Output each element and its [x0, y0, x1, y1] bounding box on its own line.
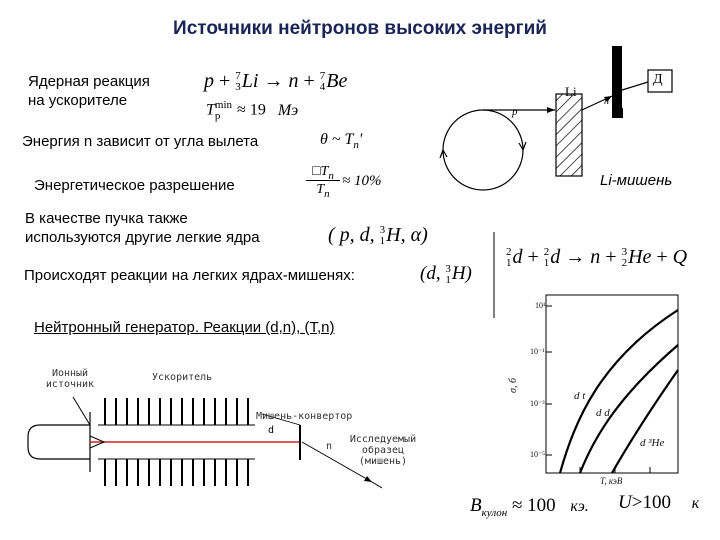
curve-label-dd: d d [596, 407, 610, 419]
neutron-label: n [604, 96, 609, 107]
curve-dhe3 [612, 370, 678, 473]
curve-dd [580, 345, 678, 473]
beam-d-label: d [268, 425, 275, 436]
li-reaction-formula: p + 7 3Li → n + 7 4Be [204, 70, 348, 94]
gen-neutron-label: n [326, 441, 333, 452]
li-label: Li [565, 84, 577, 99]
target-converter-label: Мишень-конвертор [256, 411, 353, 422]
ytick-2: 10⁻¹ [530, 347, 545, 356]
curve-label-dhe3: d ³He [640, 437, 665, 449]
dd-reaction-formula: 2 1d + 2 1d → n + 3 2He + Q [506, 246, 688, 270]
light-nuclei-line1: В качестве пучка также [25, 210, 188, 227]
accelerator-label: Ускоритель [152, 372, 213, 383]
coulomb-barrier-formula: $B_{кулон} \approx 100$ кэ. [470, 495, 589, 519]
ytick-3: 10⁻³ [530, 399, 545, 408]
reaction-label-line2: на ускорителе [28, 92, 128, 109]
voltage-formula: U>100 к [618, 492, 700, 513]
threshold-formula: Tmin p ≈ 19 Мэ [206, 99, 299, 122]
generator-label: Нейтронный генератор. Реакции (d,n), (T,n) [34, 319, 335, 336]
angle-label: Энергия n зависит от угла вылета [22, 133, 259, 150]
resolution-label: Энергетическое разрешение [34, 177, 235, 194]
detector-label: Д [653, 72, 663, 87]
beam-particles-formula: ( p, d, 3 1H, α) [328, 224, 428, 248]
x-axis-label: T, кэВ [600, 476, 623, 486]
ytick-1: 10¹ [535, 301, 546, 310]
target-reactions-label: Происходят реакции на легких ядрах-мишенях: [24, 267, 355, 284]
page-title: Источники нейтронов высоких энергий [173, 18, 547, 39]
target-nuclei-formula: (d, 3 1H) [420, 262, 472, 286]
reaction-label-line1: Ядерная реакция [28, 73, 150, 90]
curve-label-dt: d t [574, 390, 586, 402]
resolution-fraction: $□T_n$ $T_n$ [306, 163, 340, 198]
angle-formula: θ ~ $T_n'$ [320, 131, 363, 152]
proton-label: p [512, 106, 518, 118]
ion-source-label: Ионный источник [45, 368, 95, 390]
resolution-value: ≈ 10% [342, 173, 382, 189]
target-caption: Li-мишень [600, 172, 673, 189]
light-nuclei-line2: используются другие легкие ядра [25, 229, 260, 246]
ytick-4: 10⁻⁵ [530, 450, 546, 459]
sample-label: Исследуемый образец (мишень) [349, 434, 417, 467]
y-axis-label: σ, б [507, 378, 519, 393]
